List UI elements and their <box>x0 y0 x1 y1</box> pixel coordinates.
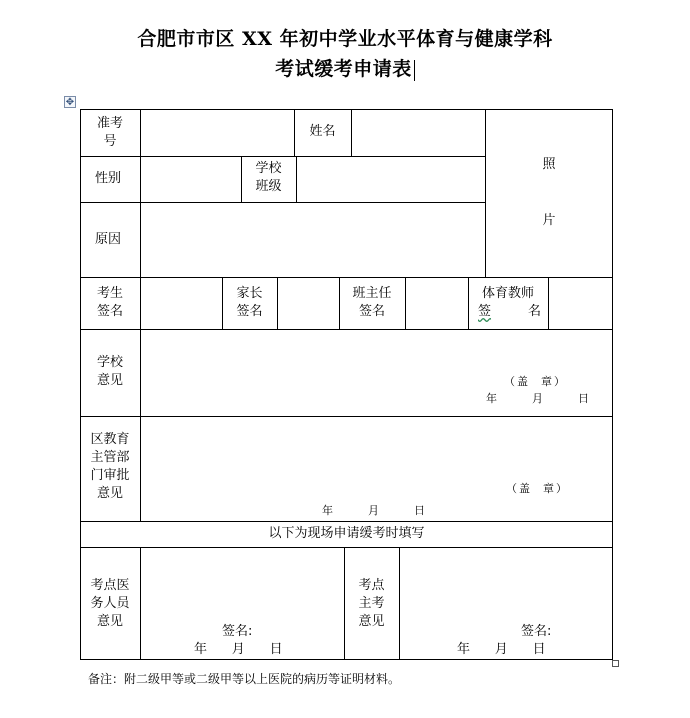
school-seal-text: （盖 章） <box>504 375 567 388</box>
text-cursor <box>414 60 415 81</box>
table-line <box>405 277 406 329</box>
table-line <box>485 109 486 277</box>
edu-seal-text: （盖 章） <box>506 482 569 495</box>
edu-dept-approval-label: 区教育 主管部 门审批 意见 <box>90 432 130 501</box>
name-label: 姓名 <box>309 124 336 139</box>
table-line <box>80 659 613 660</box>
examiner-signature-label: 签名: <box>521 624 552 639</box>
table-line <box>80 521 613 522</box>
form-title-line2 <box>0 54 690 81</box>
reason-label: 原因 <box>95 232 122 247</box>
medical-staff-opinion-label: 考点医 务人员 意见 <box>90 578 130 629</box>
table-line <box>296 156 297 202</box>
pe-teacher-sign-b: 名 <box>528 304 542 319</box>
table-resize-handle[interactable] <box>612 660 619 667</box>
table-line <box>612 109 613 660</box>
student-signature-label: 考生 签名 <box>96 286 123 319</box>
medical-signature-label: 签名: <box>222 624 253 639</box>
school-class-label: 学校 班级 <box>255 161 282 194</box>
form-title-line1: 合肥市市区 XX 年初中学业水平体育与健康学科 <box>137 28 553 50</box>
parent-signature-label: 家长 签名 <box>236 286 263 319</box>
head-teacher-signature-label: 班主任 签名 <box>352 286 392 319</box>
onsite-section-header: 以下为现场申请缓考时填写 <box>268 526 425 541</box>
table-line <box>80 547 613 548</box>
medical-date-text: 年 月 日 <box>194 642 283 657</box>
edu-date-text: 年 月 日 <box>322 504 427 517</box>
photo-label-bottom: 片 <box>542 213 556 228</box>
gender-label: 性别 <box>95 171 122 186</box>
table-line <box>277 277 278 329</box>
table-line <box>80 109 613 110</box>
table-line <box>80 416 613 417</box>
pe-teacher-sign-a <box>478 303 491 321</box>
examiner-date-text: 年 月 日 <box>457 642 546 657</box>
chief-examiner-opinion-label: 考点 主考 意见 <box>358 578 385 629</box>
table-line <box>140 109 141 521</box>
school-date-text: 年 月 日 <box>486 392 591 405</box>
photo-label-top: 照 <box>542 157 556 172</box>
table-line <box>140 547 141 660</box>
pe-teacher-sign-a-text: 签 <box>478 304 492 319</box>
footnote: 备注：附二级甲等或二级甲等以上医院的病历等证明材料。 <box>88 672 401 686</box>
table-line <box>399 547 400 660</box>
table-move-icon[interactable]: ✥ <box>65 97 75 108</box>
table-line <box>548 277 549 329</box>
school-opinion-label: 学校 意见 <box>96 355 123 388</box>
table-line <box>351 109 352 156</box>
pe-teacher-label: 体育教师 <box>481 286 534 301</box>
exam-number-label: 准考 号 <box>96 116 123 149</box>
form-title-line2-text: 考试缓考申请表 <box>275 58 412 80</box>
table-line <box>80 329 613 330</box>
table-line <box>80 277 613 278</box>
